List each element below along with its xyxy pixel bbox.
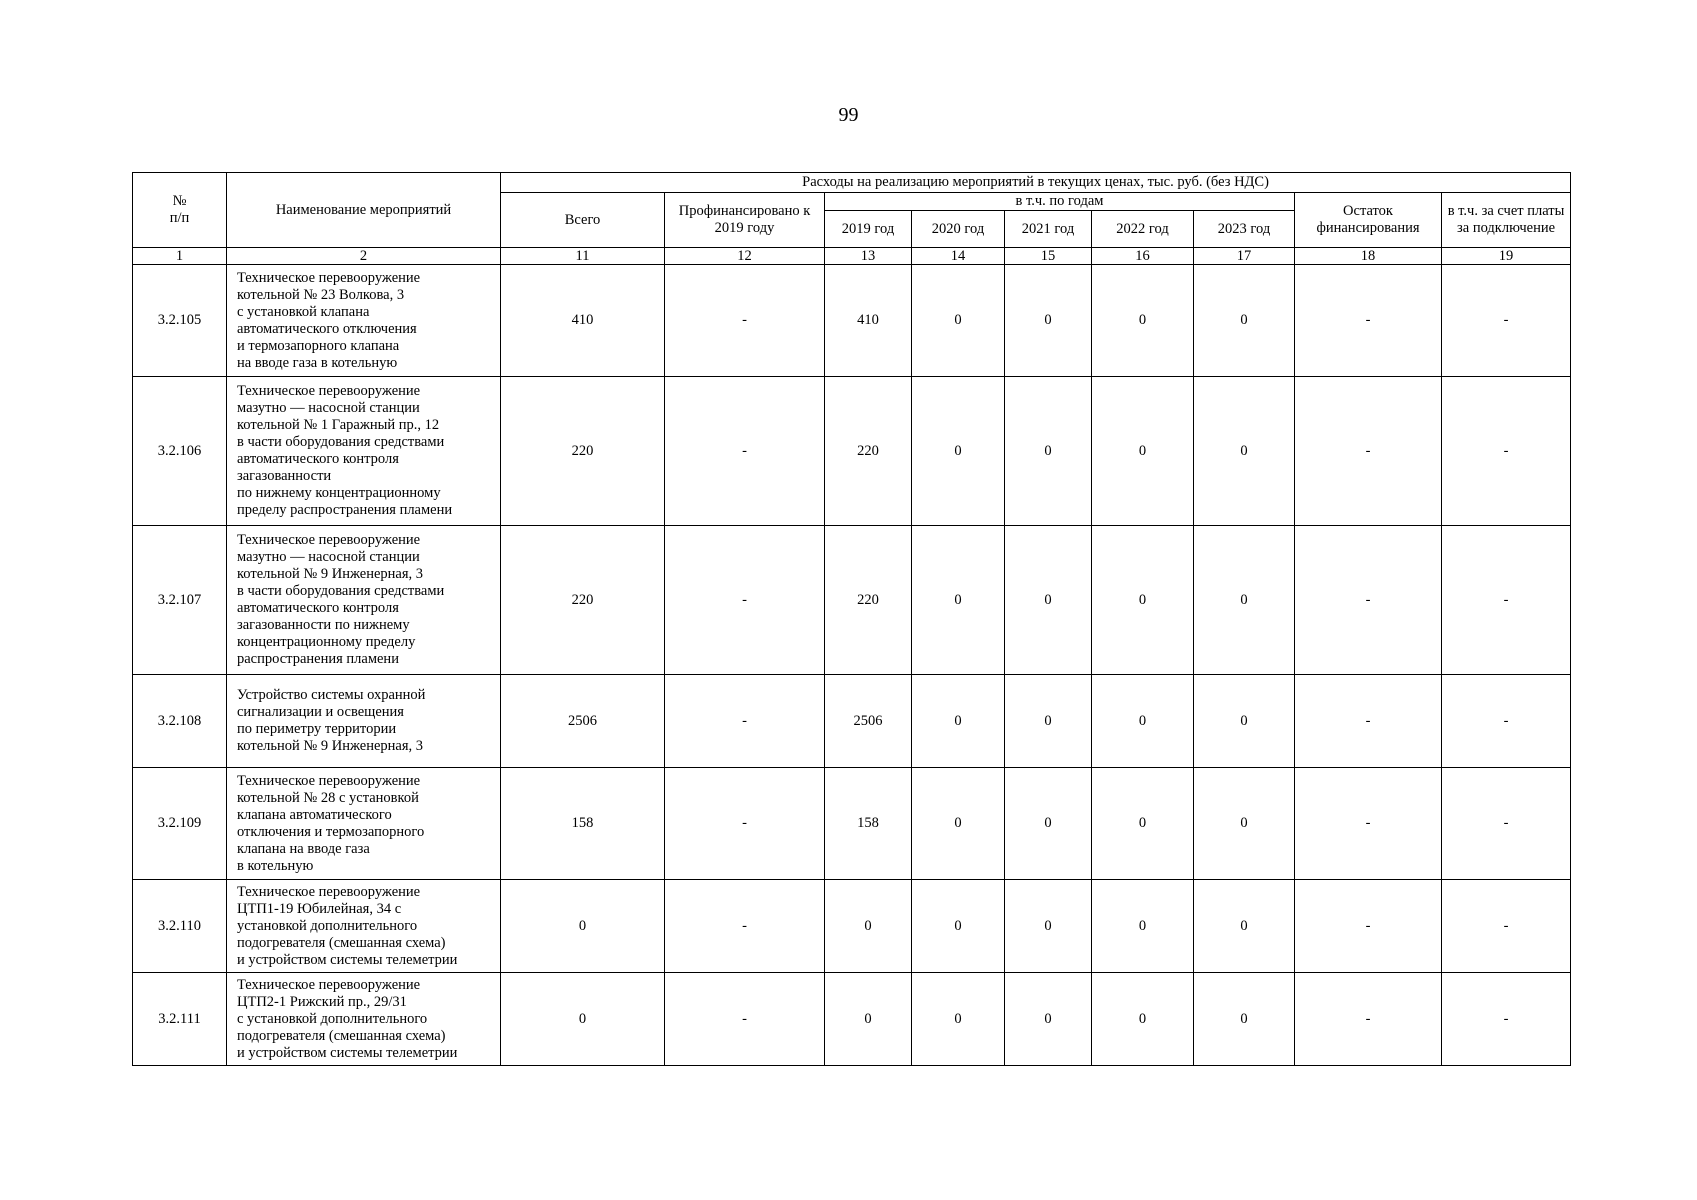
row-y2020: 0: [912, 880, 1005, 973]
row-y2021: 0: [1005, 675, 1092, 768]
row-y2019: 220: [825, 526, 912, 675]
row-y2019: 220: [825, 377, 912, 526]
row-total: 158: [501, 768, 665, 880]
row-y2022: 0: [1092, 265, 1194, 377]
column-numbers-row: [133, 248, 1571, 265]
row-y2023: 0: [1194, 377, 1295, 526]
header-num: № п/п: [133, 173, 227, 248]
column-number: 1: [133, 248, 227, 265]
table-row: [133, 526, 1571, 675]
row-financed: -: [665, 973, 825, 1066]
column-number: 14: [912, 248, 1005, 265]
row-y2019: 410: [825, 265, 912, 377]
row-y2023: 0: [1194, 526, 1295, 675]
row-name: Техническое перевооружение котельной № 28 с установкой клапана автоматического отключения и термозапорного клапана на вводе газа в котельную: [227, 768, 501, 880]
column-number: 11: [501, 248, 665, 265]
row-financed: -: [665, 768, 825, 880]
row-connection: -: [1442, 526, 1571, 675]
header-by-years: в т.ч. по годам: [825, 193, 1295, 211]
row-y2023: 0: [1194, 768, 1295, 880]
row-remaining: -: [1295, 675, 1442, 768]
row-y2021: 0: [1005, 768, 1092, 880]
row-remaining: -: [1295, 377, 1442, 526]
row-financed: -: [665, 880, 825, 973]
row-y2022: 0: [1092, 973, 1194, 1066]
header-name: Наименование мероприятий: [227, 173, 501, 248]
row-y2021: 0: [1005, 973, 1092, 1066]
table-row: [133, 973, 1571, 1066]
row-financed: -: [665, 265, 825, 377]
row-total: 0: [501, 880, 665, 973]
row-y2019: 2506: [825, 675, 912, 768]
row-name: Устройство системы охранной сигнализации и освещения по периметру территории котельной № 9 Инженерная, 3: [227, 675, 501, 768]
row-y2022: 0: [1092, 377, 1194, 526]
row-y2023: 0: [1194, 880, 1295, 973]
row-y2019: 0: [825, 880, 912, 973]
row-y2021: 0: [1005, 526, 1092, 675]
row-financed: -: [665, 377, 825, 526]
header-remaining: Остаток финансирования: [1295, 193, 1442, 248]
column-number: 15: [1005, 248, 1092, 265]
table-row: [133, 768, 1571, 880]
row-name: Техническое перевооружение ЦТП1-19 Юбилейная, 34 с установкой дополнительного подогревателя (смешанная схема) и устройством системы телеметрии: [227, 880, 501, 973]
row-name: Техническое перевооружение котельной № 23 Волкова, 3 с установкой клапана автоматического отключения и термозапорного клапана на вводе газа в котельную: [227, 265, 501, 377]
row-y2020: 0: [912, 265, 1005, 377]
row-remaining: -: [1295, 973, 1442, 1066]
row-y2023: 0: [1194, 973, 1295, 1066]
column-number: 2: [227, 248, 501, 265]
row-connection: -: [1442, 265, 1571, 377]
row-name: Техническое перевооружение мазутно — насосной станции котельной № 1 Гаражный пр., 12 в части оборудования средствами автоматического контроля загазованности по нижнему концентрационному пределу распространения пламени: [227, 377, 501, 526]
row-connection: -: [1442, 880, 1571, 973]
row-y2023: 0: [1194, 675, 1295, 768]
row-num: 3.2.107: [133, 526, 227, 675]
row-total: 220: [501, 526, 665, 675]
row-remaining: -: [1295, 265, 1442, 377]
column-number: 17: [1194, 248, 1295, 265]
row-num: 3.2.111: [133, 973, 227, 1066]
row-y2022: 0: [1092, 526, 1194, 675]
header-y2019: 2019 год: [825, 211, 912, 248]
header-financed: Профинансировано к 2019 году: [665, 193, 825, 248]
table-row: [133, 265, 1571, 377]
row-num: 3.2.109: [133, 768, 227, 880]
row-y2021: 0: [1005, 880, 1092, 973]
row-y2021: 0: [1005, 377, 1092, 526]
row-y2022: 0: [1092, 675, 1194, 768]
row-y2022: 0: [1092, 880, 1194, 973]
header-y2020: 2020 год: [912, 211, 1005, 248]
row-financed: -: [665, 526, 825, 675]
row-y2020: 0: [912, 675, 1005, 768]
header-total: Всего: [501, 193, 665, 248]
row-financed: -: [665, 675, 825, 768]
header-expenses: Расходы на реализацию мероприятий в текущих ценах, тыс. руб. (без НДС): [501, 173, 1571, 193]
column-number: 16: [1092, 248, 1194, 265]
row-num: 3.2.108: [133, 675, 227, 768]
column-number: 13: [825, 248, 912, 265]
expenses-table: [132, 172, 1571, 1066]
row-y2020: 0: [912, 973, 1005, 1066]
page-number: 99: [838, 104, 859, 126]
row-num: 3.2.110: [133, 880, 227, 973]
row-y2019: 0: [825, 973, 912, 1066]
row-y2020: 0: [912, 526, 1005, 675]
row-total: 410: [501, 265, 665, 377]
row-total: 2506: [501, 675, 665, 768]
row-y2021: 0: [1005, 265, 1092, 377]
row-name: Техническое перевооружение ЦТП2-1 Рижский пр., 29/31 с установкой дополнительного подогревателя (смешанная схема) и устройством системы телеметрии: [227, 973, 501, 1066]
row-connection: -: [1442, 768, 1571, 880]
row-y2019: 158: [825, 768, 912, 880]
row-num: 3.2.105: [133, 265, 227, 377]
row-remaining: -: [1295, 526, 1442, 675]
row-connection: -: [1442, 675, 1571, 768]
row-connection: -: [1442, 973, 1571, 1066]
table-row: [133, 880, 1571, 973]
row-num: 3.2.106: [133, 377, 227, 526]
column-number: 12: [665, 248, 825, 265]
row-connection: -: [1442, 377, 1571, 526]
row-name: Техническое перевооружение мазутно — насосной станции котельной № 9 Инженерная, 3 в части оборудования средствами автоматического контроля загазованности по нижнему концентрационному пределу распространения пламени: [227, 526, 501, 675]
table-row: [133, 377, 1571, 526]
row-total: 220: [501, 377, 665, 526]
row-total: 0: [501, 973, 665, 1066]
header-connection: в т.ч. за счет платы за подключение: [1442, 193, 1571, 248]
row-y2022: 0: [1092, 768, 1194, 880]
row-remaining: -: [1295, 768, 1442, 880]
header-row-1: [133, 173, 1571, 193]
row-y2020: 0: [912, 768, 1005, 880]
row-remaining: -: [1295, 880, 1442, 973]
header-y2021: 2021 год: [1005, 211, 1092, 248]
row-y2020: 0: [912, 377, 1005, 526]
column-number: 18: [1295, 248, 1442, 265]
header-y2022: 2022 год: [1092, 211, 1194, 248]
row-y2023: 0: [1194, 265, 1295, 377]
table-row: [133, 675, 1571, 768]
header-y2023: 2023 год: [1194, 211, 1295, 248]
column-number: 19: [1442, 248, 1571, 265]
